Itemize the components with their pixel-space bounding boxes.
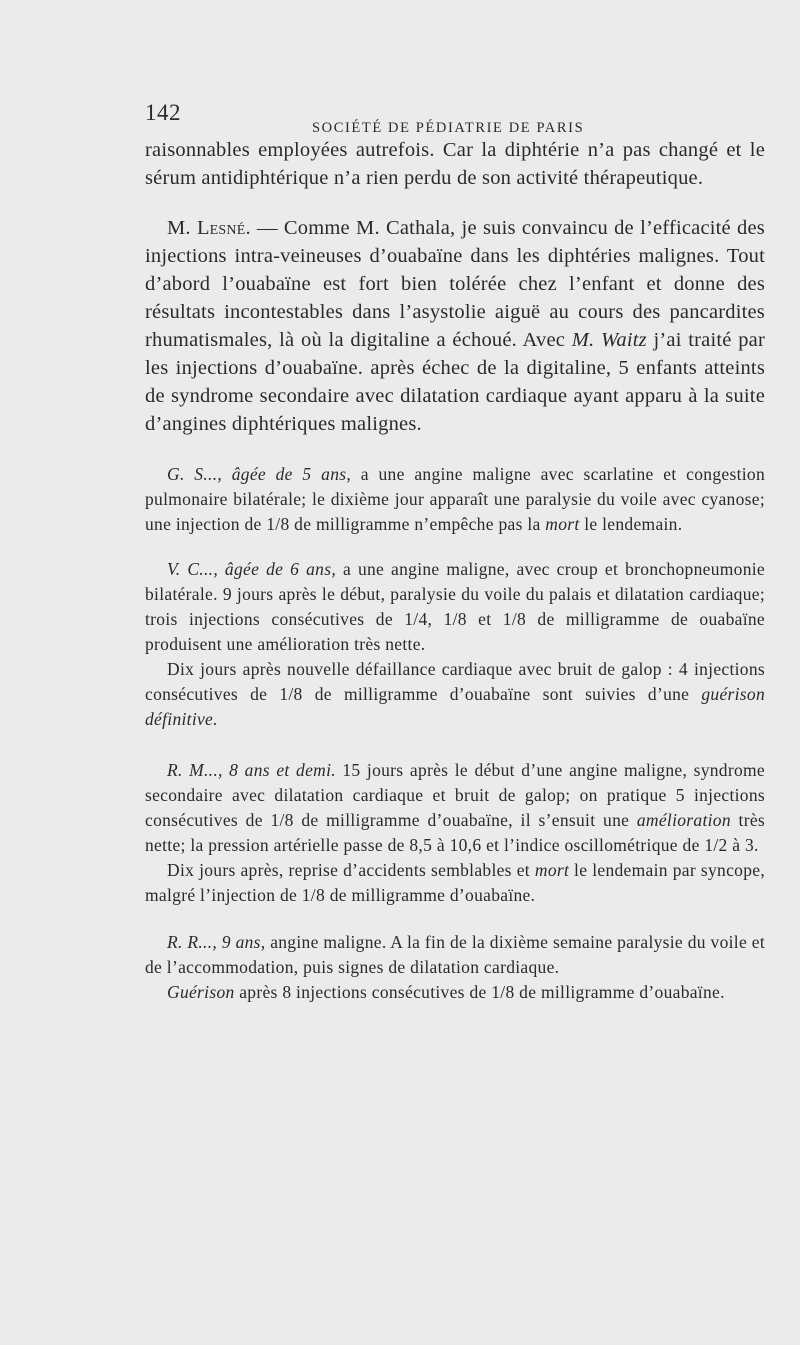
speaker-name: M. Lesné. [167,217,251,239]
case-patient: R. R..., 9 ans, [167,932,266,952]
paragraph-text: — Comme M. Cathala, je suis convaincu de l’efficacité des injections intra-veineuses d’ouabaïne dans les diphtéries malignes. Tout d’abord l’ouabaïne est fort bien tolérée chez l’enfant et donne des résultats incontestables dans l’asystolie aiguë au cours des pancardites rhumatismales, là où la digitaline a échoué. Avec [145,217,765,351]
paragraph-lesne [145,214,765,438]
paragraph-continuation: raisonnables employées autrefois. Car la diphtérie n’a pas changé et le sérum antidiphtérique n’a rien perdu de son activité thérapeutique. [145,139,765,189]
case-report-3 [145,758,765,858]
case-text: a une angine maligne avec scarlatine et congestion pulmonaire bilatérale; le dixième jour apparaît une paralysie du voile avec cyanose; une injection de 1/8 de milligramme n’empêche pas la [145,464,765,534]
paragraph-text: j’ai traité par les injections d’ouabaïne. après échec de la digitaline, 5 enfants atteints de syndrome secondaire avec dilatation cardiaque ayant apparu à la suite d’angines diphtériques malignes. [145,329,765,435]
case-text: Dix jours après nouvelle défaillance cardiaque avec bruit de galop : 4 injections consécutives de 1/8 de milligramme d’ouabaïne sont suivies d’une [145,659,765,704]
case-text: le lendemain par syncope, malgré l’injection de 1/8 de milligramme d’ouabaïne. [145,860,766,905]
case-report-3-followup [145,858,765,908]
case-text: très nette; la pression artérielle passe de 8,5 à 10,6 et l’indice oscillométrique de 1/2 à 3. [145,810,765,855]
main-text [145,136,765,438]
page-header [145,100,765,136]
case-text: a une angine maligne, avec croup et bronchopneumonie bilatérale. 9 jours après le début, paralysie du voile du palais et dilatation cardiaque; trois injections consécutives de 1/4, 1/8 et 1/8 de milligramme de ouabaïne produisent une amélioration très nette. [145,559,765,654]
case-italic: mort [545,514,580,534]
italic-name: M. Waitz [571,329,647,351]
case-patient: G. S..., âgée de 5 ans, [167,464,352,484]
case-italic: guérison définitive. [145,684,765,729]
case-italic: mort [534,860,570,880]
case-text: le lendemain. [579,514,683,534]
case-report-1 [145,462,765,537]
page [145,100,765,1005]
case-text: Dix jours après, reprise d’accidents semblables et [167,860,535,880]
case-report-2-followup [145,657,765,732]
case-patient: V. C..., âgée de 6 ans, [167,559,337,579]
case-report-2 [145,557,765,657]
case-report-4 [145,930,765,980]
case-italic: Guérison [167,982,235,1002]
page-number: 142 [145,100,181,125]
running-title: SOCIÉTÉ DE PÉDIATRIE DE PARIS [312,120,585,136]
case-text: 15 jours après le début d’une angine maligne, syndrome secondaire avec dilatation cardiaque et bruit de galop; on pratique 5 injections consécutives de 1/8 de milligramme d’ouabaïne, il s’ensuit une [145,760,765,830]
case-italic: amélioration [636,810,731,830]
case-report-4-followup [145,980,765,1005]
case-text: angine maligne. A la fin de la dixième semaine paralysie du voile et de l’accommodation, puis signes de dilatation cardiaque. [145,932,765,977]
case-text: après 8 injections consécutives de 1/8 de milligramme d’ouabaïne. [234,982,725,1002]
case-patient: R. M..., 8 ans et demi. [167,760,336,780]
